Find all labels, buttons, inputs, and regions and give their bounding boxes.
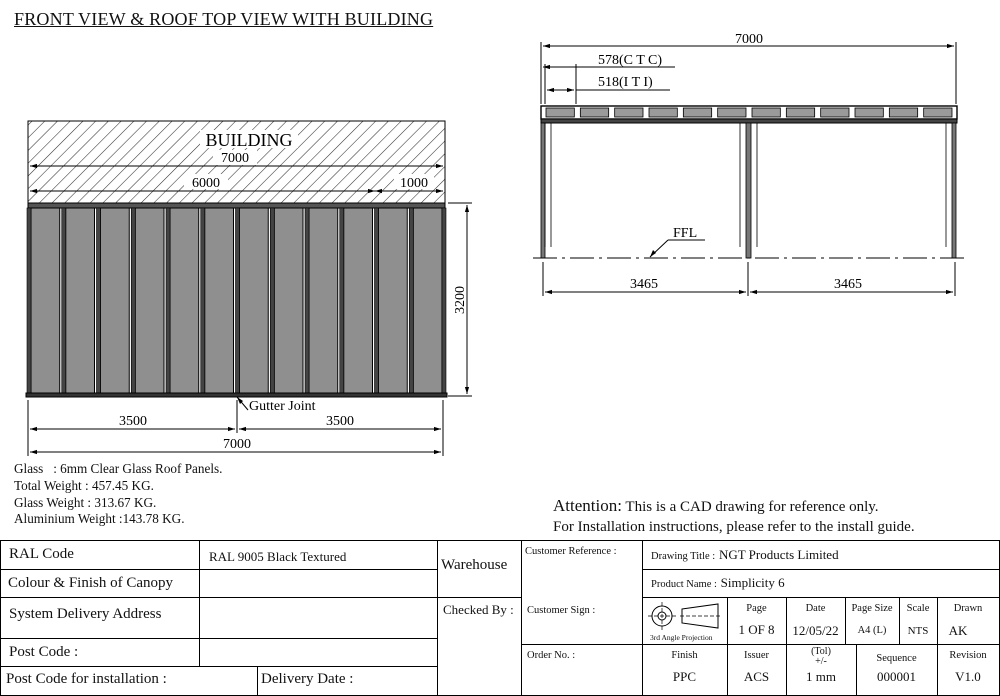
glazing-bar <box>27 208 31 393</box>
page-label: Page <box>746 603 767 614</box>
glazing-bar <box>442 208 446 393</box>
drawn-label: Drawn <box>953 603 983 614</box>
glass-panel <box>344 208 373 393</box>
page-size-value: A4 (L) <box>857 625 887 636</box>
note-aluminium-weight: Aluminium Weight :143.78 KG. <box>14 511 185 527</box>
scale-value: NTS <box>907 625 929 637</box>
glass-panel <box>31 208 60 393</box>
dim-side-total: 7000 <box>735 32 763 47</box>
attention-line-2: For Installation instructions, please refer to the install guide. <box>553 519 915 535</box>
post-code-install-label: Post Code for installation : <box>6 671 167 687</box>
title-block <box>0 540 1000 696</box>
post-code-label: Post Code : <box>9 644 79 660</box>
glazing-bar <box>375 208 379 393</box>
date-label: Date <box>805 603 826 614</box>
dim-front-right-bottom: 3500 <box>326 414 354 429</box>
glass-panels <box>27 208 446 393</box>
roof-glass-cell <box>924 108 952 117</box>
sequence-value: 000001 <box>877 669 916 684</box>
note-glass-weight: Glass Weight : 313.67 KG. <box>14 494 157 510</box>
drawn-value: AK <box>948 623 968 638</box>
date-value: 12/05/22 <box>792 623 839 638</box>
roof-glass-cell <box>649 108 677 117</box>
colour-finish-label: Colour & Finish of Canopy <box>8 575 174 591</box>
dim-front-left-bottom: 3500 <box>119 414 147 429</box>
roof-glass-cell <box>786 108 814 117</box>
drawing-title-heading: FRONT VIEW & ROOF TOP VIEW WITH BUILDING <box>14 9 434 29</box>
glass-panel <box>379 208 408 393</box>
front-view <box>26 121 472 456</box>
dim-side-right: 3465 <box>834 277 862 292</box>
roof-glass-cell <box>855 108 883 117</box>
gutter-joint-label: Gutter Joint <box>249 399 316 414</box>
glass-panel <box>240 208 269 393</box>
revision-label: Revision <box>949 650 987 661</box>
glazing-bar <box>201 208 205 393</box>
dim-front-total-bottom: 7000 <box>223 437 251 452</box>
glass-panel <box>309 208 338 393</box>
tolerance-value: 1 mm <box>806 669 836 684</box>
checked-by-label: Checked By : <box>443 602 514 617</box>
note-glass: Glass : 6mm Clear Glass Roof Panels. <box>14 461 223 476</box>
glazing-bar <box>62 208 66 393</box>
dim-front-height: 3200 <box>453 286 468 314</box>
note-total-weight: Total Weight : 457.45 KG. <box>14 477 154 493</box>
roof-glass-cell <box>546 108 574 117</box>
ffl-label: FFL <box>673 226 698 241</box>
projection-label: 3rd Angle Projection <box>650 633 713 642</box>
attention-note <box>553 496 915 537</box>
roof-glass-cell <box>752 108 780 117</box>
glazing-bar <box>305 208 309 393</box>
page-size-label: Page Size <box>851 603 893 614</box>
finish-value: PPC <box>672 669 697 684</box>
glazing-bar <box>236 208 240 393</box>
glass-panel <box>135 208 164 393</box>
drawing-title-value: NGT Products Limited <box>718 547 839 562</box>
ral-code-label: RAL Code <box>9 546 74 562</box>
roof-glass-cell <box>580 108 608 117</box>
issuer-label: Issuer <box>743 650 770 661</box>
glass-panel <box>66 208 95 393</box>
product-name-label: Product Name : <box>651 579 717 590</box>
ral-code-value: RAL 9005 Black Textured <box>209 549 347 564</box>
order-no-label: Order No. : <box>527 650 576 661</box>
side-view <box>533 32 965 296</box>
glass-panel <box>413 208 442 393</box>
colour-finish-value[interactable] <box>202 570 436 596</box>
attention-line-1: This is a CAD drawing for reference only. <box>621 499 879 515</box>
roof-glass-cell <box>615 108 643 117</box>
roof-glass-cell <box>683 108 711 117</box>
attention-heading: Attention: <box>553 496 622 515</box>
dim-side-left: 3465 <box>630 277 658 292</box>
dim-front-right-top: 1000 <box>400 176 428 191</box>
glass-panel <box>274 208 303 393</box>
page-value: 1 OF 8 <box>738 622 775 637</box>
issuer-value: ACS <box>743 669 770 684</box>
dim-front-total-top: 7000 <box>221 151 249 166</box>
glazing-bar <box>97 208 101 393</box>
finish-label: Finish <box>671 650 698 661</box>
delivery-address-label: System Delivery Address <box>9 606 162 622</box>
glazing-bar <box>340 208 344 393</box>
glazing-bar <box>409 208 413 393</box>
customer-reference-label: Customer Reference : <box>525 546 617 557</box>
roof-glass-cell <box>821 108 849 117</box>
roof-glass-cell <box>889 108 917 117</box>
glazing-bar <box>166 208 170 393</box>
warehouse-label: Warehouse <box>441 557 508 573</box>
glass-panel <box>101 208 130 393</box>
glazing-bar <box>270 208 274 393</box>
dim-side-ctc: 578(C T C) <box>598 53 663 68</box>
product-name-value: Simplicity 6 <box>720 575 785 590</box>
glass-panel <box>205 208 234 393</box>
delivery-address-value[interactable] <box>202 598 436 637</box>
glazing-bar <box>131 208 135 393</box>
tolerance-label: (Tol) +/- <box>811 646 831 667</box>
building-label: BUILDING <box>205 130 293 150</box>
dim-front-left-top: 6000 <box>192 176 220 191</box>
weight-notes <box>14 461 222 528</box>
scale-label: Scale <box>906 603 930 614</box>
glass-panel <box>170 208 199 393</box>
drawing-title-label: Drawing Title : <box>651 551 716 562</box>
delivery-date-label: Delivery Date : <box>261 671 354 687</box>
revision-value: V1.0 <box>955 669 981 684</box>
post-code-value[interactable] <box>202 639 436 665</box>
roof-glass-cell <box>718 108 746 117</box>
customer-sign-label: Customer Sign : <box>527 605 596 616</box>
dim-side-iti: 518(I T I) <box>598 75 653 90</box>
sequence-label: Sequence <box>876 653 917 664</box>
